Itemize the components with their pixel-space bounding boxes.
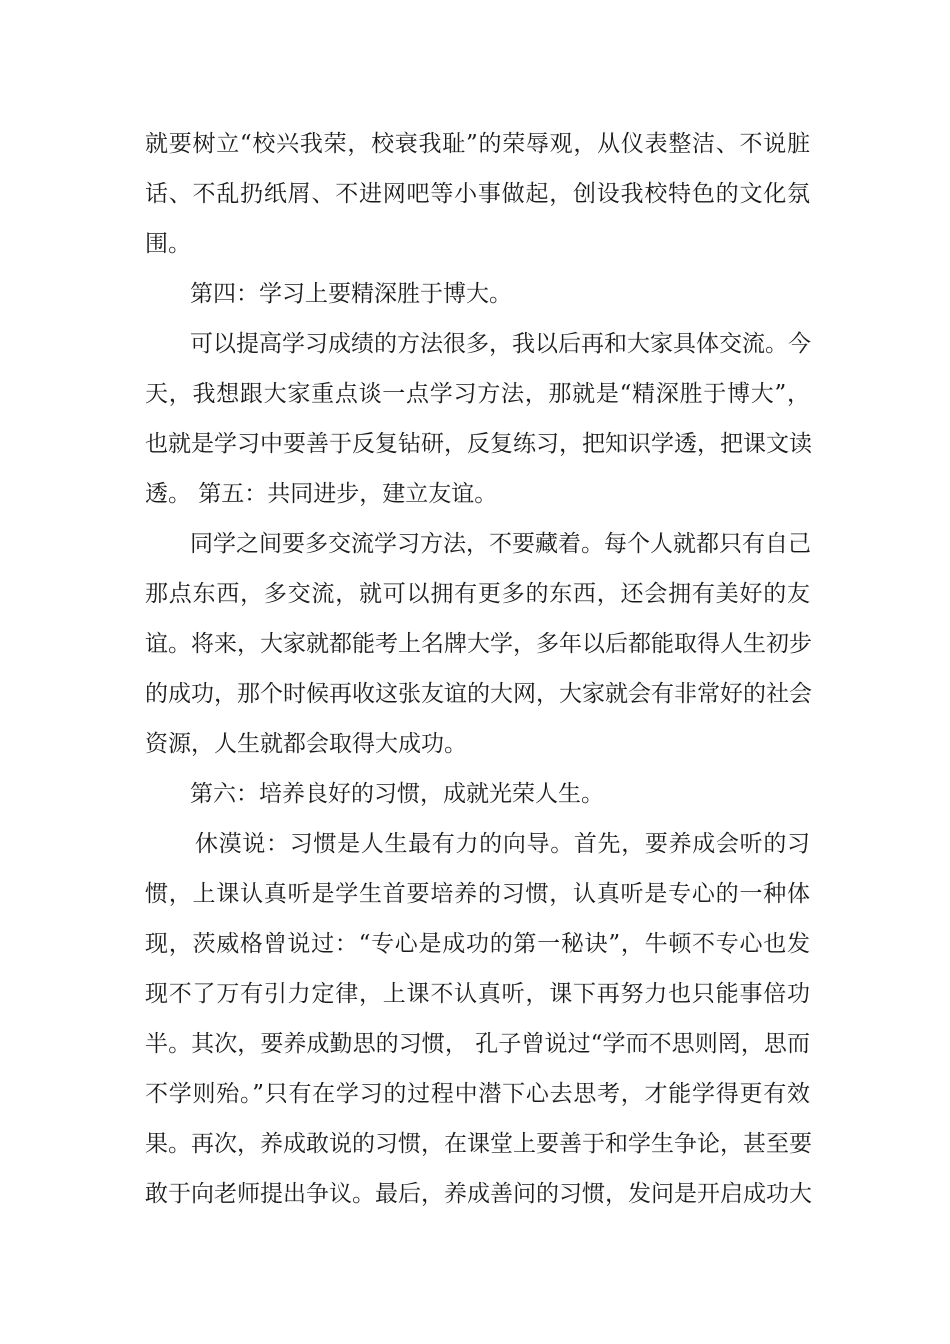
text-line: 谊。将来，大家就都能考上名牌大学，多年以后都能取得人生初步 <box>145 631 812 657</box>
text-line: 就要树立“校兴我荣，校衰我耻”的荣辱观，从仪表整洁、不说脏 <box>145 131 810 157</box>
text-line: 可以提高学习成绩的方法很多，我以后再和大家具体交流。今 <box>190 331 811 357</box>
text-line: 半。其次，要养成勤思的习惯， 孔子曾说过“学而不思则罔，思而 <box>145 1031 810 1057</box>
text-line: 惯，上课认真听是学生首要培养的习惯，认真听是专心的一种体 <box>145 881 810 907</box>
section-heading-6: 第六：培养良好的习惯，成就光荣人生。 <box>190 781 604 807</box>
text-line: 果。再次，养成敢说的习惯，在课堂上要善于和学生争论，甚至要 <box>145 1131 812 1157</box>
text-line: 同学之间要多交流学习方法，不要藏着。每个人就都只有自己 <box>190 531 811 557</box>
text-line: 现不了万有引力定律，上课不认真听，课下再努力也只能事倍功 <box>145 981 810 1007</box>
text-line: 现，茨威格曾说过：“专心是成功的第一秘诀”，牛顿不专心也发 <box>145 931 810 957</box>
text-line: 话、不乱扔纸屑、不进网吧等小事做起，创设我校特色的文化氛 <box>145 181 810 207</box>
text-line: 不学则殆。”只有在学习的过程中潜下心去思考，才能学得更有效 <box>145 1081 810 1107</box>
text-line: 也就是学习中要善于反复钻研，反复练习，把知识学透，把课文读 <box>145 431 812 457</box>
section-heading-4: 第四：学习上要精深胜于博大。 <box>190 281 512 307</box>
text-line: 天，我想跟大家重点谈一点学习方法，那就是“精深胜于博大”， <box>145 381 810 407</box>
text-line: 的成功，那个时候再收这张友谊的大网，大家就会有非常好的社会 <box>145 681 812 707</box>
text-line: 围。 <box>145 231 191 257</box>
text-line: 透。 第五：共同进步，建立友谊。 <box>145 481 498 507</box>
text-line: 休漠说：习惯是人生最有力的向导。首先，要养成会听的习 <box>195 831 810 857</box>
text-line: 敢于向老师提出争议。最后，养成善问的习惯，发问是开启成功大 <box>145 1181 812 1207</box>
text-line: 那点东西，多交流，就可以拥有更多的东西，还会拥有美好的友 <box>145 581 810 607</box>
text-line: 资源，人生就都会取得大成功。 <box>145 731 467 757</box>
